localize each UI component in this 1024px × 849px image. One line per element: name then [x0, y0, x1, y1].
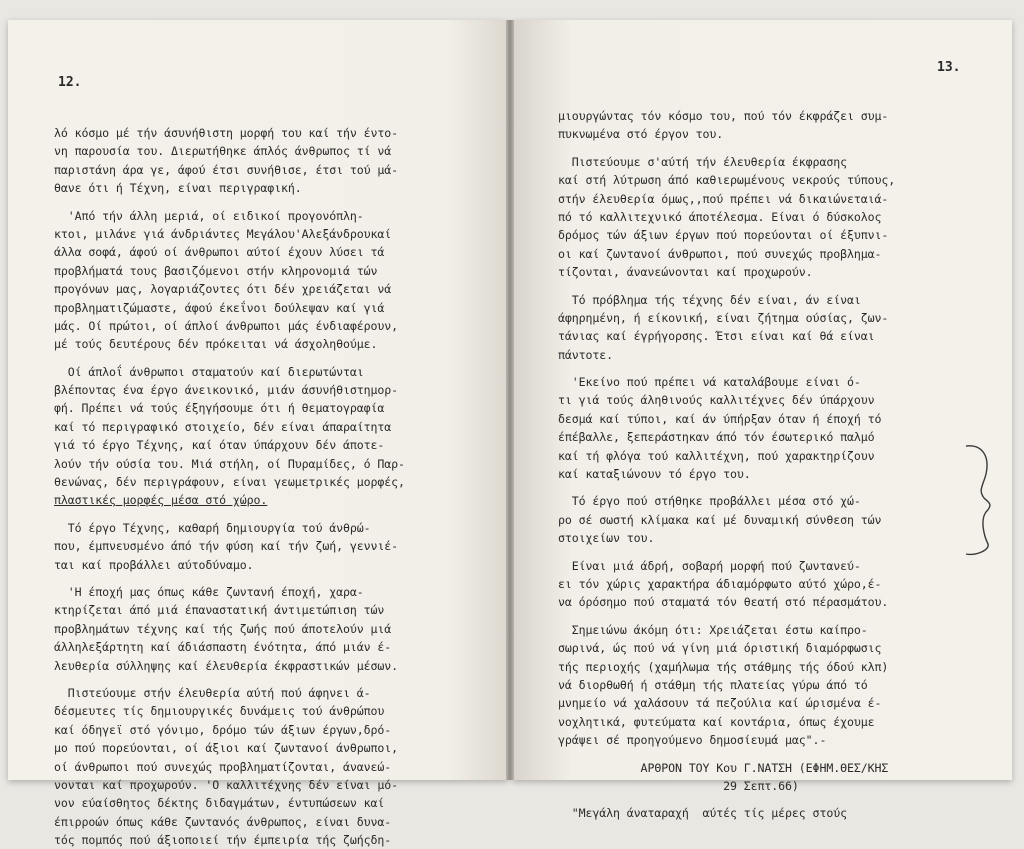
- right-paragraph-gap: [558, 795, 895, 804]
- left-text-line: Οί άπλοΐ άνθρωποι σταματούν καί διερωτώνται: [54, 364, 364, 379]
- right-text-line: Τό έργο πού στήθηκε προβάλλει μέσα στό χώ-: [558, 494, 861, 509]
- left-text-line: προγόνων μας, λογαριάζοντες ότι δέν χρειάζεται νά: [54, 282, 392, 297]
- right-text-line: μιουργώντας τόν κόσμο του, πού τόν έκφράζει συμ-: [558, 109, 889, 123]
- right-paragraph-gap: [558, 612, 895, 621]
- right-text-line: τι γιά τούς άληθινούς καλλιτέχνες δέν ύπάρχουν: [558, 393, 875, 408]
- right-paragraph-gap: [558, 483, 895, 492]
- left-text-line: οί άνθρωποι πού συνεχώς προβληματίζονται, άνανεώ-: [54, 759, 392, 774]
- left-text-line: φή. Πρέπει νά τούς έξηγήσουμε ότι ή θεματογραφία: [54, 401, 385, 416]
- left-text-line: προβλήματά τους βασιζόμενοι στήν κληρονομιά τών: [54, 263, 378, 278]
- left-text-line: παριστάνη άρα γε, άφού έτσι συνήθισε, έτσι τού μά-: [54, 162, 399, 177]
- right-text-line: τίζονται, άνανεώνονται καί προχωρούν.: [558, 265, 813, 280]
- left-text-line: λό κόσμο μέ τήν άσυνήθιστη μορφή του καί τήν έντο-: [54, 126, 399, 140]
- left-text-line: προβλημάτων τέχνης καί τής ζωής πού άποτελούν μιά: [54, 621, 392, 636]
- left-text-line: τός πομπός πού άξιοποιεί τήν έμπειρία τής ζωήςδη-: [54, 833, 392, 848]
- left-text-line: Πιστεύουμε στήν έλευθερία αύτή πού άφηνει ά-: [54, 685, 371, 700]
- right-text-line: στοιχείων του.: [558, 531, 655, 546]
- left-text-line: καί όδηγεϊ στό γόνιμο, δρόμο τών άξιων έργων,δρό-: [54, 722, 392, 737]
- handwritten-bracket-mark: [964, 440, 1004, 560]
- left-text-line: νη παρουσία του. Διερωτήθηκε άπλός άνθρωπος τί νά: [54, 144, 392, 159]
- right-text-line: ει τόν χώρις χαρακτήρα άδιαμόρφωτο αύτό χώρο,έ-: [558, 576, 882, 591]
- left-text-line: μο πού πορεύονται, οί άξιοι καί ζωντανοί άνθρωποι,: [54, 741, 399, 756]
- right-text-line: νά διορθωθή ή στάθμη τής πλατείας γύρω άπό τό: [558, 677, 868, 692]
- left-text-line: νονται καί προχωρούν. 'Ο καλλιτέχνης δέν είναι μό-: [54, 777, 399, 792]
- book-gutter: [506, 20, 514, 780]
- left-text-line: μάς. Οί πρώτοι, οί άπλοί άνθρωποι μάς ένδιαφέρουν,: [54, 318, 399, 333]
- left-text-line: μέ τούς δευτέρους δέν πρόκειται νά άσχοληθούμε.: [54, 337, 378, 352]
- left-text-line: ται καί προβάλλει αύτοδύναμο.: [54, 557, 254, 572]
- right-text-line: ρο σέ σωστή κλίμακα καί μέ δυναμική σύνθεση τών: [558, 512, 882, 527]
- left-text-line: βλέποντας ένα έργο άνεικονικό, μιάν άσυνήθιστημορ-: [54, 383, 399, 398]
- right-text-line: 29 Σεπτ.66): [558, 778, 799, 793]
- right-text-line: Τό πρόβλημα τής τέχνης δέν είναι, άν είναι: [558, 292, 861, 307]
- right-paragraph-gap: [558, 282, 895, 291]
- left-paragraph-gap: [54, 354, 405, 363]
- right-paragraph-gap: [558, 144, 895, 153]
- page-number-right: 13.: [937, 60, 961, 75]
- right-text-line: έπέβαλλε, ξεπεράστηκαν άπό τόν έσωτερικό παλμό: [558, 430, 875, 445]
- right-text-line: γράψει σέ προηγούμενο δημοσίευμά μας".-: [558, 733, 827, 748]
- right-text-line: νοχλητικά, φυτεύματα καί κοντάρια, όπως έχουμε: [558, 714, 875, 729]
- left-text-line: δέσμευτες τίς δημιουργικές δυνάμεις τού άνθρώπου: [54, 704, 385, 719]
- left-text-line: κτοι, μιλάνε γιά άνδριάντες Μεγάλου'Αλεξάνδρουκαί: [54, 226, 392, 241]
- left-paragraph-gap: [54, 198, 405, 207]
- right-text-line: άφηρημένη, ή είκονική, είναι ζήτημα ούσίας, ζων-: [558, 310, 889, 325]
- left-text-line: Τό έργο Τέχνης, καθαρή δημιουργία τού άνθρώ-: [54, 520, 371, 535]
- right-paragraph-gap: [558, 548, 895, 557]
- right-text-line: τάνιας καί έγρήγορσης. Έτσι είναι καί θά είναι: [558, 329, 875, 344]
- right-text-line: δεσμά καί τύποι, καί άν ύπήρξαν όταν ή έποχή τό: [558, 411, 882, 426]
- left-text-line: που, έμπνευσμένο άπό τήν φύση καί τήν ζωή, γεννιέ-: [54, 539, 399, 554]
- right-page-text: [558, 107, 895, 823]
- left-text-line: θενώνας, δέν περιγράφουν, είναι γεωμετρικές μορφές,: [54, 475, 405, 490]
- right-text-line: 'Εκείνο πού πρέπει νά καταλάβουμε είναι ό-: [558, 375, 861, 390]
- right-text-line: καί στή λύτρωση άπό καθιερωμένους νεκρούς τύπους,: [558, 173, 896, 188]
- right-text-line: στήν έλευθερία όμως,,πού πρέπει νά δικαιώνεταιά-: [558, 191, 889, 206]
- right-text-line: ΑΡΘΡΟΝ ΤΟΥ Κου Γ.ΝΑΤΣΗ (ΕΦΗΜ.ΘΕΣ/ΚΗΣ: [558, 760, 889, 775]
- right-text-line: πυκνωμένα στό έργον του.: [558, 127, 724, 142]
- left-text-line: λούν τήν ούσία του. Μιά στήλη, οί Πυραμίδες, ό Παρ-: [54, 456, 405, 471]
- right-text-line: μνημείο νά χαλάσουν τά πεζούλια καί ώρισμένα έ-: [558, 696, 882, 711]
- right-text-line: καί τή φλόγα τού καλλιτέχνη, πού χαρακτηρίζουν: [558, 448, 875, 463]
- left-text-line: γιά τό έργο Τέχνης, καί όταν ύπάρχουν δέν άποτε-: [54, 438, 385, 453]
- right-paragraph-gap: [558, 750, 895, 759]
- left-text-line: κτηρίζεται άπό μιά έπαναστατική άντιμετώπιση τών: [54, 603, 385, 618]
- right-text-line: τής περιοχής (χαμήλωμα τής στάθμης τής όδού κλπ): [558, 659, 889, 674]
- right-text-line: σωρινά, ώς πού νά γίνη μιά όριστική διαμόρφωσις: [558, 641, 882, 656]
- left-text-line: θανε ότι ή Τέχνη, είναι περιγραφική.: [54, 181, 302, 196]
- right-text-line: να όρόσημο πού σταματά τόν θεατή στό πέρασμάτου.: [558, 595, 889, 610]
- left-text-line: νον εύαίσθητος δέκτης διδαγμάτων, έντυπώσεων καί: [54, 796, 385, 811]
- right-text-line: καί καταξιώνουν τό έργο του.: [558, 467, 751, 482]
- left-text-line: έπιρροών όπως κάθε ζωντανός άνθρωπος, είναι δυνα-: [54, 814, 392, 829]
- left-text-line: πλαστικές μορφές μέσα στό χώρο.: [54, 493, 268, 508]
- right-text-line: δρόμος τών άξιων έργων πού πορεύονται οί έξυπνι-: [558, 228, 889, 243]
- page-number-left: 12.: [58, 75, 82, 90]
- right-text-line: οι καί ζωντανοί άνθρωποι, πού συνεχώς προβλημα-: [558, 246, 882, 261]
- left-text-line: 'Από τήν άλλη μεριά, οί ειδικοί προγονόπλη-: [54, 208, 364, 223]
- right-text-line: Είναι μιά άδρή, σοβαρή μορφή πού ζωντανεύ-: [558, 558, 861, 573]
- left-text-line: άλληλεξάρτητη καί άδιάσπαστη ένότητα, άπό μιάν έ-: [54, 640, 392, 655]
- left-paragraph-gap: [54, 510, 405, 519]
- open-booklet: [8, 20, 1012, 848]
- left-paragraph-gap: [54, 675, 405, 684]
- left-text-line: καί τό περιγραφικό στοιχείο, δέν είναι άπαραίτητα: [54, 419, 392, 434]
- left-paragraph-gap: [54, 574, 405, 583]
- left-text-line: προβληματιζώμαστε, άφού έκεΐνοι δούλεψαν καί γιά: [54, 300, 385, 315]
- right-text-line: πάντοτε.: [558, 347, 614, 362]
- left-text-line: άλλα σοφά, άφού οί άνθρωποι αύτοί έχουν λύσει τά: [54, 245, 385, 260]
- right-page: [512, 20, 1012, 821]
- right-text-line: Σημειώνω άκόμη ότι: Χρειάζεται έστω καίπρο-: [558, 622, 868, 637]
- right-text-line: "Μεγάλη άναταραχή αύτές τίς μέρες στούς: [558, 806, 847, 821]
- right-paragraph-gap: [558, 364, 895, 373]
- left-text-line: λευθερία σύλληψης καί έλευθερία έκφραστικών μέσων.: [54, 658, 399, 673]
- right-text-line: Πιστεύουμε σ'αύτή τήν έλευθερία έκφρασης: [558, 154, 847, 169]
- left-page-text: [54, 124, 405, 849]
- right-text-line: πό τό καλλιτεχνικό άποτέλεσμα. Είναι ό δύσκολος: [558, 209, 882, 224]
- left-text-line: 'Η έποχή μας όπως κάθε ζωντανή έποχή, χαρα-: [54, 584, 364, 599]
- left-page: [8, 20, 508, 848]
